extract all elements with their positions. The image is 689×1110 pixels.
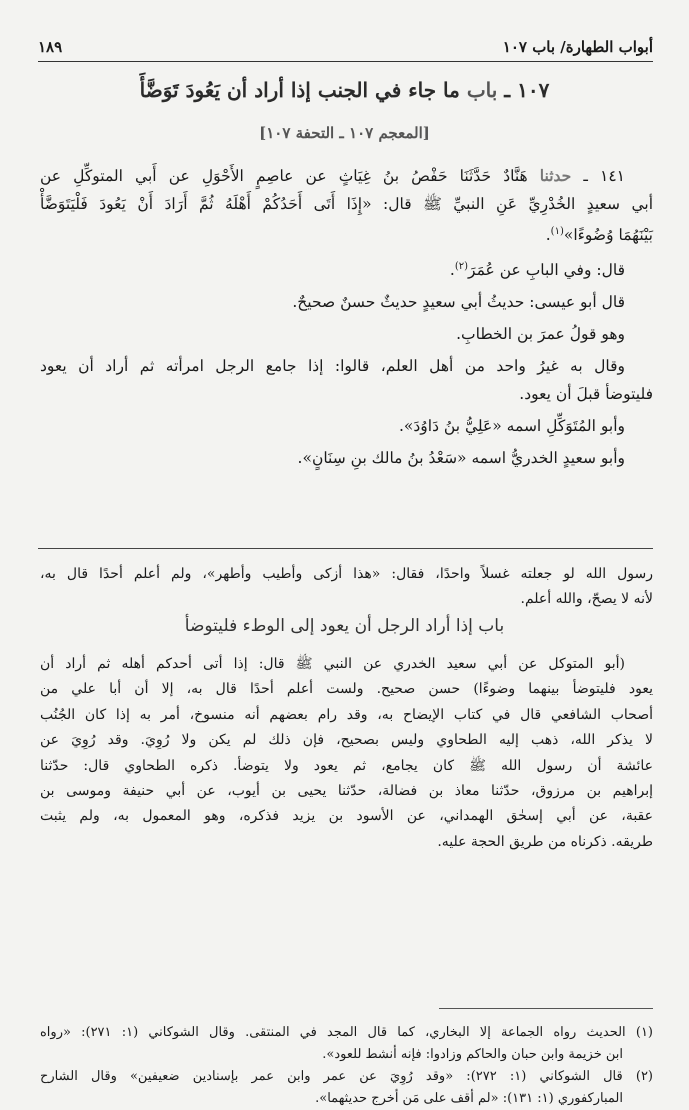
hadith-text xyxy=(40,162,653,472)
commentary-line-8: طريقه. ذكرناه من طريق الحجة عليه. xyxy=(437,833,653,850)
commentary-line-6: إبراهيم بن مرزوق، حدّثنا معاذ بن فضالة، حدّثنا يحيى بن أيوب، عن أبي حنيفة وموسى بن xyxy=(40,783,653,800)
header-divider xyxy=(38,61,653,62)
haddathana-word: حدثنا xyxy=(539,166,572,185)
hadith-number: ١٤١ ـ xyxy=(583,167,625,185)
bab-word: باب xyxy=(466,78,498,102)
commentary-top xyxy=(40,562,653,613)
commentary-body xyxy=(40,652,653,855)
footnote-2 xyxy=(40,1066,653,1088)
chapter-title-text: ما جاء في الجنب إذا أراد أن يَعُودَ تَوَضَّأَ xyxy=(139,78,460,102)
chapter-number: ١٠٧ ـ xyxy=(504,78,550,102)
page-header xyxy=(38,26,653,56)
hadith-matn-end: بَيْنَهُمَا وُضُوءًا» xyxy=(563,226,653,245)
hadith-note-1: قال: وفي البابِ عن عُمَرَ$^{(٢)}$. xyxy=(449,261,625,280)
name-note-1: وأبو المُتَوَكِّلِ اسمه «عَلِيُّ بنُ دَاوُدَ». xyxy=(398,417,625,436)
footnote-ref-1: (١) xyxy=(550,226,564,237)
footnote-1-cont: ابن خزيمة وابن حبان والحاكم وزادوا: فإنه أنشط للعود». xyxy=(322,1047,623,1062)
chapter-title xyxy=(0,78,689,102)
footnote-2-marker: (٢) xyxy=(635,1069,653,1084)
chapter-reference: [المعجم ١٠٧ ـ التحفة ١٠٧] xyxy=(259,124,430,142)
hadith-line-3: بَيْنَهُمَا وُضُوءًا»$^{(١)}$. xyxy=(545,226,653,245)
hadith-note-3: وهو قولُ عمرَ بن الخطابِ. xyxy=(456,325,625,344)
footnote-ref-2: (٢) xyxy=(454,261,469,273)
commentary-line-7: عقبة، عن أبي إسحٰق الهمداني، عن الأسود بن يزيد فذكره، وهو المعمول به، ولم يثبت xyxy=(40,808,653,825)
footnotes xyxy=(40,1022,653,1110)
running-title: أبواب الطهارة/ باب ١٠٧ xyxy=(502,38,653,56)
hadith-line-1 xyxy=(40,162,653,190)
hadith-isnad: هَنَّادٌ حَدَّثَنَا حَفْصُ بنُ غِيَاثٍ عن عاصِمٍ الأَحْوَلِ عن أَبي المتوكِّلِ عن xyxy=(40,167,528,185)
footnote-1-marker: (١) xyxy=(635,1025,653,1040)
footnote-1-text: الحديث رواه الجماعة إلا البخاري، كما قال المجد في المنتقى. وقال الشوكاني (١: ٢٧١): «رواه xyxy=(40,1025,626,1040)
scholars-line-2: فليتوضأ قبلَ أن يعود. xyxy=(519,385,653,404)
name-note-2: وأبو سعيدٍ الخدريُّ اسمه «سَعْدُ بنُ مالك بنِ سِنَانٍ». xyxy=(297,449,625,468)
commentary-line-3: أصحاب الشافعي قال في كتاب الإيضاح به، وقد رام بعضهم أنه منسوخ، أمر به إذا كان الجُنُب xyxy=(40,706,653,723)
hadith-line-2: أبي سعيدٍ الخُدْرِيِّ عَنِ النبيِّ ﷺ قال: «إِذَا أَتَى أَحَدُكُمْ أَهْلَهُ ثُمَّ أَرَادَ أَنْ يَعُودَ فَلْيَتَوَضَّأْ xyxy=(40,195,653,213)
commentary-line-2: يعود فليتوضأ بينهما وضوءًا) حسن صحيح. ولست أعلم أحدًا قال به، إلا أن أبا علي من xyxy=(40,681,653,698)
commentary-line-1: (أبو المتوكل عن أبي سعيد الخدري عن النبي ﷺ قال: إذا أتى أحدكم أهله ثم أراد أن xyxy=(40,656,625,672)
commentary-line-4: لا يذكر الله، ذهب إليه الطحاوي وليس بصحيح، فإن ذلك لم يكن ولا رُوِيَ. وقد رُوِيَ عن xyxy=(40,732,653,749)
page-number: ١٨٩ xyxy=(38,38,63,56)
footnote-divider xyxy=(439,1008,653,1009)
footnote-1 xyxy=(40,1022,653,1044)
commentary-top-line-1: رسول الله لو جعلته غسلاً واحدًا، فقال: «هذا أزكى وأطيب وأطهر»، ولم أعلم أحدًا قال به، xyxy=(40,566,653,582)
footnote-2-cont: المباركفوري (١: ١٣١): «لم أقف على مَن أخرج حديثهما». xyxy=(315,1091,623,1106)
hadith-note-2: قال أبو عيسى: حديثُ أبي سعيدٍ حديثٌ حسنٌ صحيحٌ. xyxy=(292,293,625,312)
commentary-subheading: باب إذا أراد الرجل أن يعود إلى الوطء فليتوضأ xyxy=(184,616,505,636)
footnote-2-text: قال الشوكاني (١: ٢٧٢): «وقد رُوِيَ عن عمر وابن عمر بإسنادين ضعيفين» وقال الشارح xyxy=(40,1069,623,1084)
bab-note: قال: وفي البابِ عن عُمَرَ xyxy=(468,261,625,280)
commentary-top-line-2: لأنه لا يصحّ، والله أعلم. xyxy=(520,591,653,608)
commentary-line-5: عائشة أن رسول الله ﷺ كان يجامع، ثم يعود ولا يتوضأ. ذكره الطحاوي قال: حدّثنا xyxy=(40,757,653,774)
section-divider xyxy=(38,548,653,549)
scholars-line-1: وقال به غيرُ واحد من أهل العلم، قالوا: إذا جامع الرجل امرأته ثم أراد أن يعود xyxy=(40,357,625,376)
